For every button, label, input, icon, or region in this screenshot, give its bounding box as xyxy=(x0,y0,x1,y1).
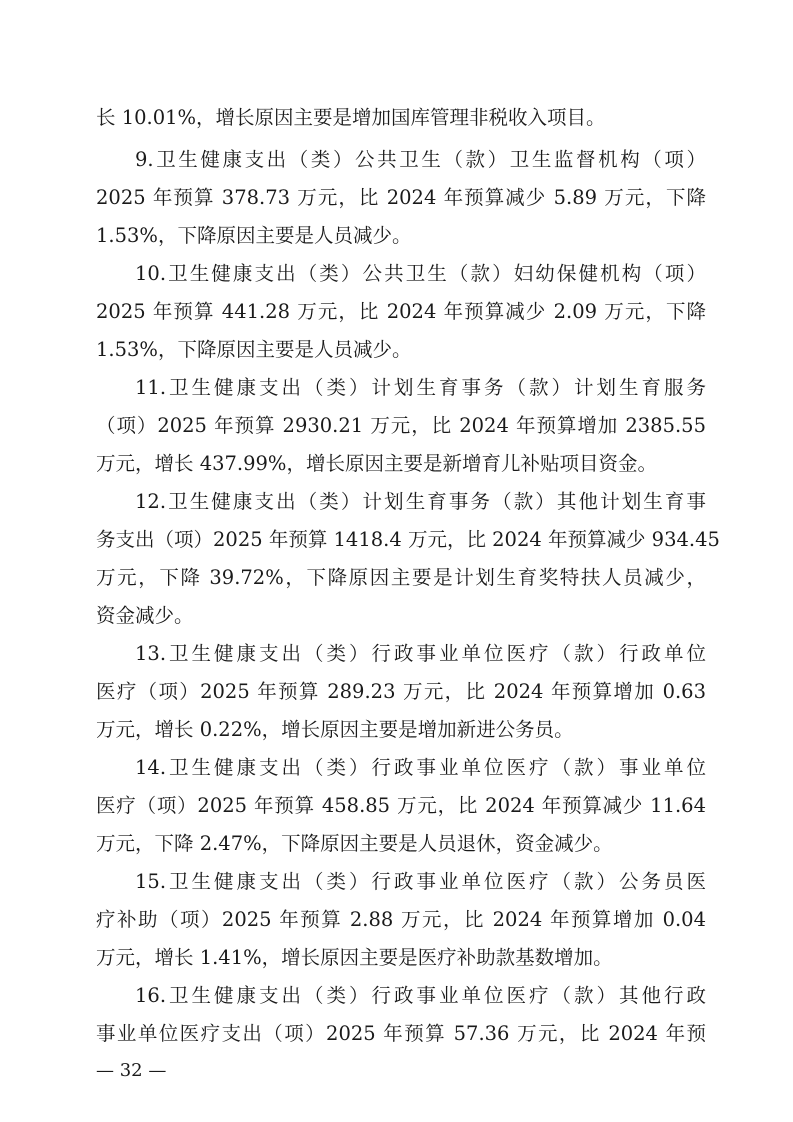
paragraph-14-line-2: 医疗（项）2025 年预算 458.85 万元，比 2024 年预算减少 11.64 xyxy=(96,794,706,817)
paragraph-13-line-2: 医疗（项）2025 年预算 289.23 万元，比 2024 年预算增加 0.63 xyxy=(96,680,706,703)
paragraph-14-line-1: 14.卫生健康支出（类）行政事业单位医疗（款）事业单位 xyxy=(135,756,706,779)
paragraph-14-line-3: 万元，下降 2.47%，下降原因主要是人员退休，资金减少。 xyxy=(96,832,613,855)
paragraph-9-line-1: 9.卫生健康支出（类）公共卫生（款）卫生监督机构（项） xyxy=(135,148,706,171)
paragraph-11-line-3: 万元，增长 437.99%，增长原因主要是新增育儿补贴项目资金。 xyxy=(96,452,657,475)
paragraph-16-line-1: 16.卫生健康支出（类）行政事业单位医疗（款）其他行政 xyxy=(135,984,706,1007)
paragraph-10-line-2: 2025 年预算 441.28 万元，比 2024 年预算减少 2.09 万元，下降 xyxy=(96,300,706,323)
paragraph-13-line-1: 13.卫生健康支出（类）行政事业单位医疗（款）行政单位 xyxy=(135,642,706,665)
page-number: — 32 — xyxy=(96,1060,167,1081)
paragraph-12-line-4: 资金减少。 xyxy=(96,604,194,627)
text-line: 长 10.01%，增长原因主要是增加国库管理非税收入项目。 xyxy=(96,106,606,129)
paragraph-9-line-2: 2025 年预算 378.73 万元，比 2024 年预算减少 5.89 万元，下降 xyxy=(96,186,706,209)
paragraph-15-line-1: 15.卫生健康支出（类）行政事业单位医疗（款）公务员医 xyxy=(135,870,706,893)
paragraph-12-line-3: 万元，下降 39.72%，下降原因主要是计划生育奖特扶人员减少， xyxy=(96,566,706,589)
paragraph-10-line-1: 10.卫生健康支出（类）公共卫生（款）妇幼保健机构（项） xyxy=(135,262,706,285)
paragraph-12-line-2: 务支出（项）2025 年预算 1418.4 万元，比 2024 年预算减少 934.45 xyxy=(96,528,720,551)
paragraph-15-line-2: 疗补助（项）2025 年预算 2.88 万元，比 2024 年预算增加 0.04 xyxy=(96,908,706,931)
paragraph-11-line-1: 11.卫生健康支出（类）计划生育事务（款）计划生育服务 xyxy=(135,376,706,399)
paragraph-15-line-3: 万元，增长 1.41%，增长原因主要是医疗补助款基数增加。 xyxy=(96,946,613,969)
paragraph-9-line-3: 1.53%，下降原因主要是人员减少。 xyxy=(96,224,412,247)
paragraph-12-line-1: 12.卫生健康支出（类）计划生育事务（款）其他计划生育事 xyxy=(135,490,706,513)
paragraph-16-line-2: 事业单位医疗支出（项）2025 年预算 57.36 万元，比 2024 年预 xyxy=(96,1022,706,1045)
paragraph-11-line-2: （项）2025 年预算 2930.21 万元，比 2024 年预算增加 2385.55 xyxy=(96,414,706,437)
paragraph-10-line-3: 1.53%，下降原因主要是人员减少。 xyxy=(96,338,412,361)
paragraph-13-line-3: 万元，增长 0.22%，增长原因主要是增加新进公务员。 xyxy=(96,718,574,741)
